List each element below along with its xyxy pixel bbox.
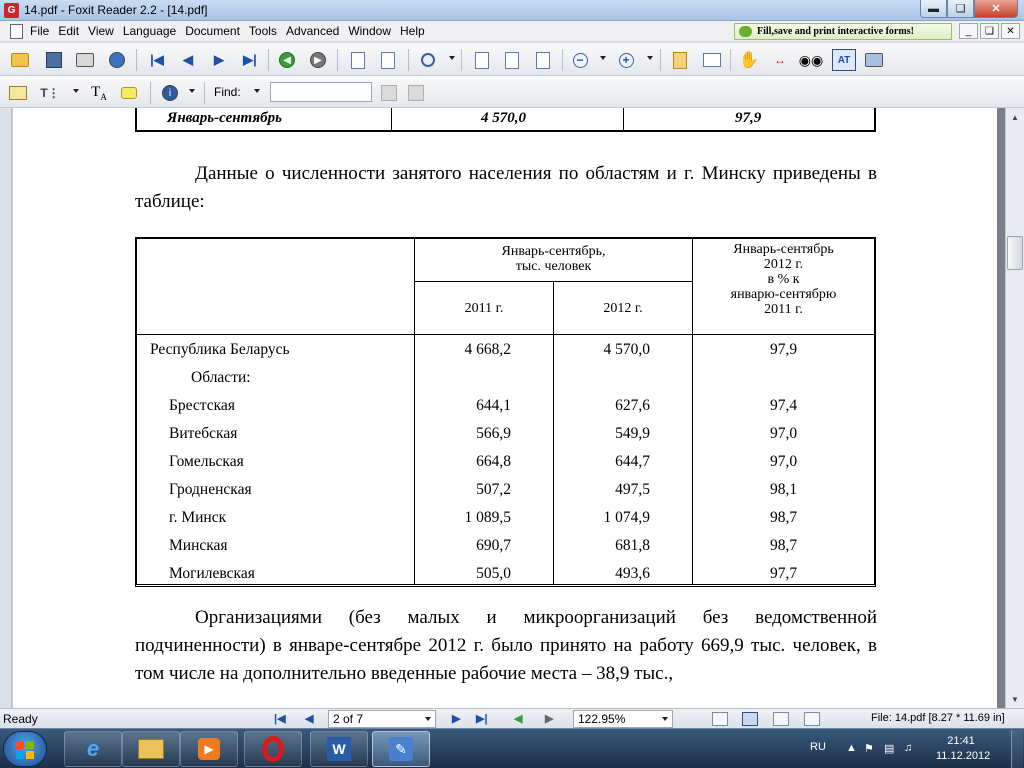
paste-page-icon bbox=[381, 52, 395, 69]
taskbar-opera[interactable] bbox=[244, 731, 302, 767]
toolbar-separator bbox=[204, 82, 205, 104]
zoom-level-value: 122.95% bbox=[578, 712, 626, 726]
table-cell-v2011: 1 089,5 bbox=[464, 509, 511, 526]
single-page-layout-icon[interactable] bbox=[712, 712, 728, 726]
paste-button[interactable] bbox=[378, 50, 398, 70]
magnifier-icon bbox=[421, 53, 435, 67]
table-cell-pct: 98,7 bbox=[769, 509, 798, 526]
network-icon[interactable]: ▤ bbox=[884, 743, 895, 755]
table-row-label: Витебская bbox=[169, 425, 238, 442]
status-next-page-icon[interactable]: ▶ bbox=[452, 713, 461, 725]
minimize-button[interactable] bbox=[920, 0, 947, 18]
taskbar-foxit-reader[interactable] bbox=[372, 731, 430, 767]
copy-button[interactable] bbox=[348, 50, 368, 70]
document-window-controls bbox=[957, 23, 1020, 39]
print-button[interactable] bbox=[75, 50, 95, 70]
save-icon bbox=[46, 52, 62, 68]
find-previous-button[interactable] bbox=[379, 83, 399, 103]
word-icon: W bbox=[327, 737, 351, 761]
table-cell-pct: 97,0 bbox=[769, 453, 798, 470]
table-row-label: г. Минск bbox=[169, 509, 227, 526]
toolbar-separator bbox=[136, 49, 137, 71]
close-button[interactable] bbox=[974, 0, 1018, 18]
bookmarks-button[interactable] bbox=[670, 50, 690, 70]
binoculars-icon: ◉◉ bbox=[798, 51, 824, 68]
zoom-tool-button[interactable] bbox=[418, 50, 438, 70]
pdf-page bbox=[13, 108, 997, 708]
fit-page-button[interactable] bbox=[502, 50, 522, 70]
table-cell-v2012: 1 074,9 bbox=[603, 509, 650, 526]
open-button[interactable] bbox=[10, 50, 30, 70]
page-number-field[interactable] bbox=[328, 710, 436, 728]
table-row-label: Брестская bbox=[169, 397, 235, 414]
page-margin bbox=[997, 108, 1005, 708]
close-icon: ✕ bbox=[991, 3, 1001, 15]
fit-width-button[interactable] bbox=[533, 50, 553, 70]
clock-time: 21:41 bbox=[947, 735, 975, 747]
menu-file[interactable]: File bbox=[30, 24, 50, 38]
table-cell-pct: 97,4 bbox=[769, 397, 798, 414]
toolbar-separator bbox=[408, 49, 409, 71]
header-percent-cell bbox=[693, 242, 874, 317]
table-cell-pct: 98,7 bbox=[769, 537, 798, 554]
text-tool-button[interactable] bbox=[89, 83, 109, 103]
find-next-icon bbox=[408, 85, 424, 101]
status-last-page-icon[interactable]: ▶| bbox=[476, 713, 488, 725]
fit-width-icon bbox=[536, 52, 550, 69]
find-options-dropdown-icon[interactable] bbox=[254, 89, 260, 93]
taskbar-media-player[interactable] bbox=[180, 731, 238, 767]
table-cell-v2012: 4 570,0 bbox=[603, 341, 650, 358]
continuous-layout-icon[interactable] bbox=[742, 712, 758, 726]
status-first-page-icon[interactable]: |◀ bbox=[274, 713, 286, 725]
left-panel-splitter[interactable] bbox=[0, 108, 12, 708]
status-back-icon[interactable]: ◀ bbox=[514, 713, 523, 725]
camera-icon bbox=[865, 53, 883, 67]
previous-page-icon: ◀ bbox=[183, 52, 193, 67]
header-pct-line4: январю-сентябрю bbox=[730, 287, 837, 302]
toolbar-separator bbox=[660, 49, 661, 71]
properties-button[interactable] bbox=[160, 83, 180, 103]
zoom-in-icon: + bbox=[619, 53, 634, 68]
minimize-icon: _ bbox=[965, 25, 972, 37]
clock-date: 11.12.2012 bbox=[936, 750, 991, 762]
copy-page-icon bbox=[351, 52, 365, 69]
typewriter-button[interactable] bbox=[40, 83, 60, 103]
clock[interactable] bbox=[936, 734, 991, 764]
header-group-line2: тыс. человек bbox=[515, 259, 592, 274]
menu-edit[interactable]: Edit bbox=[58, 24, 80, 38]
window-controls bbox=[920, 0, 1018, 18]
next-page-button[interactable] bbox=[209, 50, 229, 70]
header-pct-line1: Январь-сентябрь bbox=[733, 242, 834, 257]
menu-items bbox=[30, 24, 433, 38]
find-previous-icon bbox=[381, 85, 397, 101]
hand-icon: ✋ bbox=[739, 52, 759, 69]
header-2011: 2011 г. bbox=[464, 301, 504, 316]
page-number-value: 2 of 7 bbox=[333, 712, 364, 726]
action-center-flag-icon[interactable]: ⚑ bbox=[864, 743, 874, 755]
zoom-out-button[interactable] bbox=[570, 50, 590, 70]
paragraph-hiring-text: Организациями (без малых и микроорганизаций без ведомственной подчиненности) в январе-сентябре 2012 г. было принято на работу 669,9 тыс. человек, в том числе на дополнительно введенные рабочие места – 38,9 тыс., bbox=[135, 607, 877, 684]
menu-tools[interactable]: Tools bbox=[248, 24, 277, 38]
table-row-label: Области: bbox=[191, 369, 251, 386]
window-title: 14.pdf - Foxit Reader 2.2 - [14.pdf] bbox=[24, 3, 208, 17]
zoom-out-icon: − bbox=[573, 53, 588, 68]
internet-explorer-icon: e bbox=[86, 736, 100, 761]
comment-button[interactable] bbox=[119, 83, 139, 103]
menu-document[interactable]: Document bbox=[185, 24, 240, 38]
hand-tool-button[interactable] bbox=[739, 50, 759, 70]
start-button[interactable] bbox=[3, 731, 47, 767]
foxit-app-icon[interactable]: G bbox=[4, 3, 19, 18]
toolbar-separator bbox=[150, 82, 151, 104]
zoom-level-dropdown-icon[interactable] bbox=[662, 717, 668, 721]
table-row-label: Гомельская bbox=[169, 453, 244, 470]
info-icon: i bbox=[162, 85, 178, 101]
scrollbar-thumb[interactable] bbox=[1007, 236, 1023, 270]
status-bar bbox=[0, 708, 1024, 728]
menu-window[interactable]: Window bbox=[348, 24, 391, 38]
zoom-level-field[interactable] bbox=[573, 710, 673, 728]
toolbar-separator bbox=[268, 49, 269, 71]
close-icon: ✕ bbox=[1006, 25, 1015, 37]
main-toolbar bbox=[0, 43, 1024, 76]
prev-row-label: Январь-сентябрь bbox=[167, 110, 282, 126]
find-label: Find: bbox=[214, 85, 241, 99]
document-viewport[interactable] bbox=[0, 108, 1024, 708]
taskbar-word[interactable] bbox=[310, 731, 368, 767]
windows-taskbar bbox=[0, 728, 1024, 768]
table-row-label: Минская bbox=[169, 537, 228, 554]
show-desktop-button[interactable] bbox=[1011, 730, 1023, 768]
table-cell-v2012: 644,7 bbox=[615, 453, 650, 470]
facing-layout-icon[interactable] bbox=[773, 712, 789, 726]
file-info: File: 14.pdf [8.27 * 11.69 in] bbox=[871, 712, 1005, 724]
typewriter-dropdown-icon[interactable] bbox=[73, 89, 79, 93]
taskbar-explorer[interactable] bbox=[122, 731, 180, 767]
paragraph-intro bbox=[135, 160, 877, 216]
employment-table bbox=[135, 237, 876, 587]
header-pct-line2: 2012 г. bbox=[763, 257, 804, 272]
properties-dropdown-icon[interactable] bbox=[189, 89, 195, 93]
table-cell-v2011: 664,8 bbox=[476, 453, 511, 470]
table-cell-v2011: 566,9 bbox=[476, 425, 511, 442]
document-icon[interactable] bbox=[10, 24, 23, 39]
table-header-line bbox=[137, 334, 874, 335]
table-cell-v2012: 497,5 bbox=[615, 481, 650, 498]
next-page-icon: ▶ bbox=[214, 52, 224, 67]
open-folder-icon bbox=[11, 53, 29, 67]
table-cell-v2012: 627,6 bbox=[615, 397, 650, 414]
header-pct-line3: в % к bbox=[767, 272, 800, 287]
text-viewer-button[interactable] bbox=[832, 49, 856, 71]
find-next-button[interactable] bbox=[406, 83, 426, 103]
menu-bar bbox=[0, 21, 1024, 42]
hand-pointer-icon bbox=[739, 26, 752, 37]
scroll-down-icon[interactable]: ▼ bbox=[1011, 694, 1019, 704]
table-cell-v2012: 493,6 bbox=[615, 565, 650, 582]
table-cell-pct: 98,1 bbox=[769, 481, 798, 498]
fill-forms-promo-button[interactable] bbox=[734, 23, 952, 40]
text-icon: $T_A$ bbox=[91, 84, 107, 102]
language-indicator[interactable]: RU bbox=[810, 741, 826, 753]
promo-label: Fill,save and print interactive forms! bbox=[757, 26, 914, 37]
status-previous-page-icon[interactable]: ◀ bbox=[305, 713, 314, 725]
title-bar bbox=[0, 0, 1024, 21]
status-text: Ready bbox=[3, 712, 38, 726]
globe-icon bbox=[109, 52, 125, 68]
minimize-icon: ▬ bbox=[928, 2, 939, 15]
continuous-facing-layout-icon[interactable] bbox=[804, 712, 820, 726]
save-button[interactable] bbox=[44, 50, 64, 70]
zoom-out-dropdown-icon[interactable] bbox=[600, 56, 606, 60]
previous-page-button[interactable] bbox=[178, 50, 198, 70]
table-column-line bbox=[391, 108, 392, 130]
table-cell-pct: 97,7 bbox=[769, 565, 798, 582]
page-dropdown-icon[interactable] bbox=[425, 717, 431, 721]
folder-icon bbox=[138, 739, 164, 759]
back-arrow-icon: ◀ bbox=[279, 52, 295, 68]
menu-help[interactable]: Help bbox=[400, 24, 425, 38]
table-cell-v2011: 505,0 bbox=[476, 565, 511, 582]
prev-row-value-2: 97,9 bbox=[735, 110, 762, 126]
menu-advanced[interactable]: Advanced bbox=[285, 24, 340, 38]
taskbar-ie[interactable] bbox=[64, 731, 122, 767]
doc-restore-button[interactable] bbox=[980, 23, 999, 39]
table-row-label: Гродненская bbox=[169, 481, 252, 498]
restore-button[interactable] bbox=[947, 0, 974, 18]
select-text-icon: ↔ bbox=[774, 53, 786, 67]
previous-table-last-row bbox=[135, 108, 876, 132]
typewriter-icon: T⋮ bbox=[40, 86, 60, 100]
foxit-reader-icon: ✎ bbox=[389, 737, 413, 761]
zoom-in-button[interactable] bbox=[616, 50, 636, 70]
forward-button[interactable] bbox=[308, 50, 328, 70]
restore-icon: ❏ bbox=[985, 25, 994, 37]
vertical-scrollbar[interactable] bbox=[1005, 108, 1024, 708]
opera-icon bbox=[262, 736, 284, 762]
text-viewer-icon: AT bbox=[837, 54, 851, 66]
table-cell-v2011: 507,2 bbox=[476, 481, 511, 498]
table-column-line bbox=[623, 108, 624, 130]
prev-row-value-1: 4 570,0 bbox=[481, 110, 526, 126]
table-cell-v2012: 549,9 bbox=[615, 425, 650, 442]
table-cell-pct: 97,0 bbox=[769, 425, 798, 442]
comment-icon bbox=[121, 87, 137, 99]
table-cell-v2012: 681,8 bbox=[615, 537, 650, 554]
table-cell-pct: 97,9 bbox=[769, 341, 798, 358]
find-input[interactable] bbox=[270, 82, 372, 102]
first-page-icon: |◀ bbox=[150, 52, 164, 67]
header-group-line1: Январь-сентябрь, bbox=[501, 244, 606, 259]
doc-close-button[interactable] bbox=[1001, 23, 1020, 39]
toolbar-separator bbox=[562, 49, 563, 71]
actual-size-button[interactable] bbox=[472, 50, 492, 70]
header-pct-line5: 2011 г. bbox=[764, 302, 803, 317]
menu-language[interactable]: Language bbox=[122, 24, 177, 38]
header-2012: 2012 г. bbox=[603, 301, 643, 316]
windows-logo-icon bbox=[16, 741, 34, 759]
table-cell-v2011: 690,7 bbox=[476, 537, 511, 554]
media-player-icon: ▶ bbox=[198, 738, 220, 760]
status-forward-icon[interactable]: ▶ bbox=[545, 713, 554, 725]
snapshot-button[interactable] bbox=[864, 50, 884, 70]
fit-page-icon bbox=[505, 52, 519, 69]
forward-arrow-icon: ▶ bbox=[310, 52, 326, 68]
table-cell-v2011: 644,1 bbox=[476, 397, 511, 414]
volume-icon[interactable]: ♫ bbox=[904, 742, 913, 754]
table-cell-v2011: 4 668,2 bbox=[464, 341, 511, 358]
book-icon bbox=[673, 52, 687, 69]
first-page-button[interactable] bbox=[147, 50, 167, 70]
table-row-label: Республика Беларусь bbox=[150, 341, 290, 358]
restore-icon: ❏ bbox=[955, 3, 966, 15]
show-hidden-icons-icon[interactable]: ▲ bbox=[846, 742, 857, 754]
doc-minimize-button[interactable] bbox=[959, 23, 978, 39]
pencil-note-icon bbox=[9, 86, 27, 100]
last-page-icon: ▶| bbox=[243, 52, 257, 67]
toolbar-separator bbox=[730, 49, 731, 71]
last-page-button[interactable] bbox=[240, 50, 260, 70]
header-group-cell bbox=[415, 244, 692, 274]
paragraph-hiring bbox=[135, 604, 877, 688]
note-tool-button[interactable] bbox=[8, 83, 28, 103]
table-header-line bbox=[414, 281, 692, 282]
toolbar-separator bbox=[461, 49, 462, 71]
rotate-button[interactable] bbox=[702, 50, 722, 70]
print-icon bbox=[76, 53, 94, 67]
paragraph-intro-text: Данные о численности занятого населения по областям и г. Минску приведены в таблице: bbox=[135, 163, 877, 212]
zoom-dropdown-icon[interactable] bbox=[449, 56, 455, 60]
scroll-up-icon[interactable]: ▲ bbox=[1011, 112, 1019, 122]
rotate-view-icon bbox=[703, 53, 721, 67]
toolbar-separator bbox=[337, 49, 338, 71]
find-tool-button[interactable] bbox=[798, 50, 824, 70]
menu-view[interactable]: View bbox=[88, 24, 114, 38]
back-button[interactable] bbox=[277, 50, 297, 70]
actual-size-icon bbox=[475, 52, 489, 69]
email-button[interactable] bbox=[107, 50, 127, 70]
table-row-label: Могилевская bbox=[169, 565, 255, 582]
select-text-button[interactable] bbox=[770, 50, 790, 70]
annotation-toolbar bbox=[0, 76, 1024, 108]
zoom-in-dropdown-icon[interactable] bbox=[647, 56, 653, 60]
